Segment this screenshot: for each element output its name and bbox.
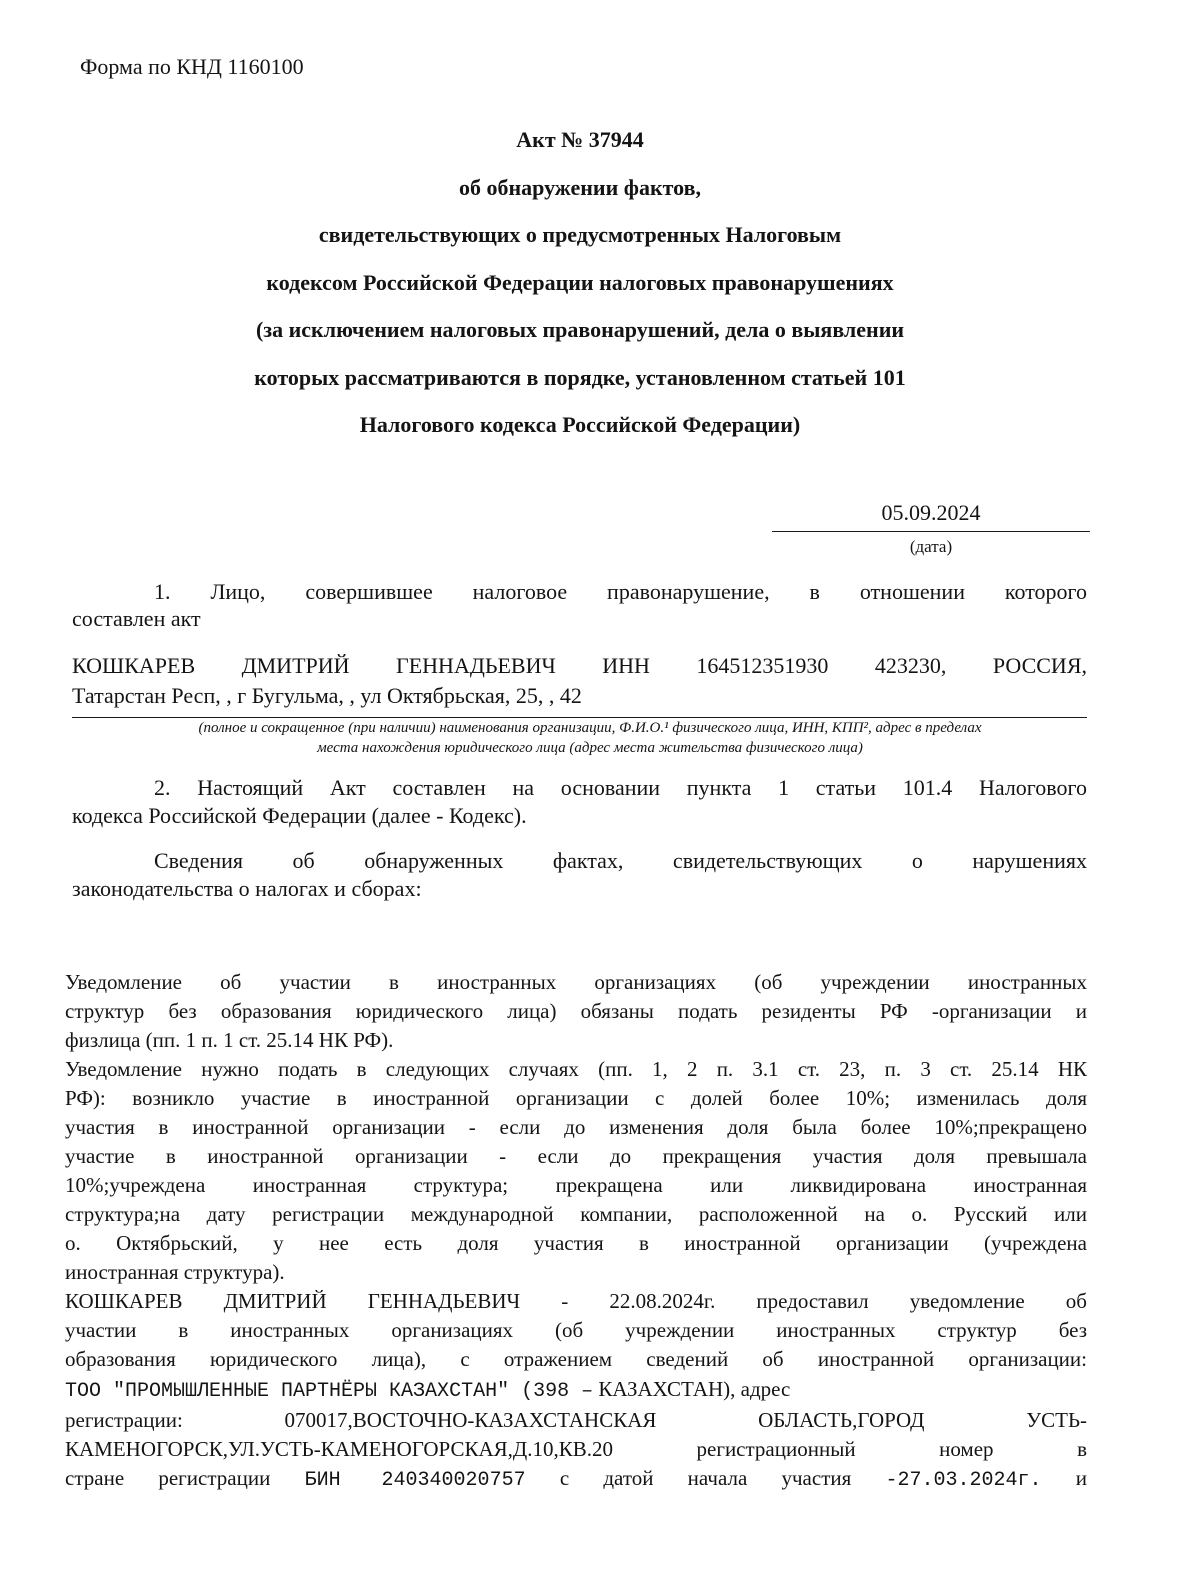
body-line: КОШКАРЕВ ДМИТРИЙ ГЕННАДЬЕВИЧ - 22.08.2024г. предоставил уведомление об: [65, 1289, 1087, 1313]
body-line: 10%;учреждена иностранная структура; прекращена или ликвидирована иностранная: [65, 1173, 1087, 1197]
violator-address: Татарстан Респ, , г Бугульма, , ул Октябрьская, 25, , 42: [72, 683, 582, 708]
section1-heading-cont: составлен акт: [72, 606, 201, 631]
foreign-org-rest: , адрес: [730, 1377, 791, 1401]
section2-paragraph-cont: кодекса Российской Федерации (далее - Кодекс).: [72, 803, 527, 828]
foreign-org-name: ТОО "ПРОМЫШЛЕННЫЕ ПАРТНЁРЫ КАЗАХСТАН" (398 –: [65, 1380, 594, 1403]
body-line: о. Октябрьский, у нее есть доля участия в иностранной организации (учреждена: [65, 1231, 1087, 1255]
registration-suffix: и: [1075, 1466, 1088, 1490]
foreign-org-address: регистрации: 070017,ВОСТОЧНО-КАЗАХСТАНСКАЯ ОБЛАСТЬ,ГОРОД УСТЬ-: [65, 1408, 1087, 1432]
title-line: кодексом Российской Федерации налоговых правонарушениях: [266, 269, 894, 295]
foreign-org-paren: ): [723, 1377, 731, 1401]
foreign-org-line: [65, 1375, 1087, 1406]
violator-caption: (полное и сокращенное (при наличии) наименования организации, Ф.И.О.¹ физического лица, ИНН, КПП², адрес в пределах: [198, 720, 982, 736]
violator-caption-cont: места нахождения юридического лица (адрес места жительства физического лица): [317, 740, 863, 756]
facts-heading: Сведения об обнаруженных фактах, свидетельствующих о нарушениях: [154, 848, 1087, 873]
body-line: РФ): возникло участие в иностранной организации с долей более 10%; изменилась доля: [65, 1086, 1087, 1110]
foreign-org-country: КАЗАХСТАН: [598, 1377, 724, 1401]
title-line: Налогового кодекса Российской Федерации): [359, 412, 801, 437]
title-line: Акт № 37944: [516, 127, 644, 152]
title-line: (за исключением налоговых правонарушений, дела о выявлении: [255, 317, 905, 342]
body-line: физлица (пп. 1 п. 1 ст. 25.14 НК РФ).: [65, 1028, 394, 1052]
section2-paragraph: 2. Настоящий Акт составлен на основании пункта 1 статьи 101.4 Налогового: [154, 775, 1087, 800]
body-line: иностранная структура).: [65, 1260, 285, 1284]
body-line: Уведомление нужно подать в следующих случаях (пп. 1, 2 п. 3.1 ст. 23, п. 3 ст. 25.14 НК: [65, 1057, 1087, 1081]
title-line: свидетельствующих о предусмотренных Налоговым: [318, 222, 842, 247]
registration-line: [65, 1464, 1087, 1495]
body-line: структур без образования юридического лица) обязаны подать резиденты РФ -организации и: [65, 999, 1087, 1023]
act-date: 05.09.2024: [881, 500, 981, 525]
bin-number: БИН 240340020757: [304, 1469, 526, 1492]
participation-start-date: -27.03.2024г.: [885, 1469, 1042, 1492]
foreign-org-address-cont: КАМЕНОГОРСК,УЛ.УСТЬ-КАМЕНОГОРСКАЯ,Д.10,КВ.20 регистрационный номер в: [65, 1437, 1087, 1461]
registration-prefix: стране регистрации: [65, 1466, 271, 1490]
body-line: Уведомление об участии в иностранных организациях (об учреждении иностранных: [65, 970, 1087, 994]
registration-middle: с датой начала участия: [559, 1466, 852, 1490]
date-caption: (дата): [909, 537, 953, 556]
date-underline: [772, 531, 1090, 532]
body-line: участие в иностранной организации - если до прекращения участия доля превышала: [65, 1144, 1087, 1168]
body-line: участии в иностранных организациях (об учреждении иностранных структур без: [65, 1318, 1087, 1342]
title-line: об обнаружении фактов,: [458, 174, 702, 200]
act-title: [60, 116, 1100, 449]
violator-details: КОШКАРЕВ ДМИТРИЙ ГЕННАДЬЕВИЧ ИНН 164512351930 423230, РОССИЯ,: [72, 653, 1087, 678]
title-line: которых рассматриваются в порядке, установленном статьей 101: [254, 364, 906, 390]
form-code: Форма по КНД 1160100: [80, 54, 304, 79]
body-line: образования юридического лица), с отражением сведений об иностранной организации:: [65, 1347, 1087, 1371]
body-line: участия в иностранной организации - если до изменения доля была более 10%;прекращено: [65, 1115, 1087, 1139]
section1-heading: 1. Лицо, совершившее налоговое правонарушение, в отношении которого: [154, 579, 1087, 604]
body-line: структура;на дату регистрации международной компании, расположенной на о. Русский или: [65, 1202, 1087, 1226]
violator-underline: [72, 717, 1087, 718]
facts-heading-cont: законодательства о налогах и сборах:: [72, 876, 422, 901]
